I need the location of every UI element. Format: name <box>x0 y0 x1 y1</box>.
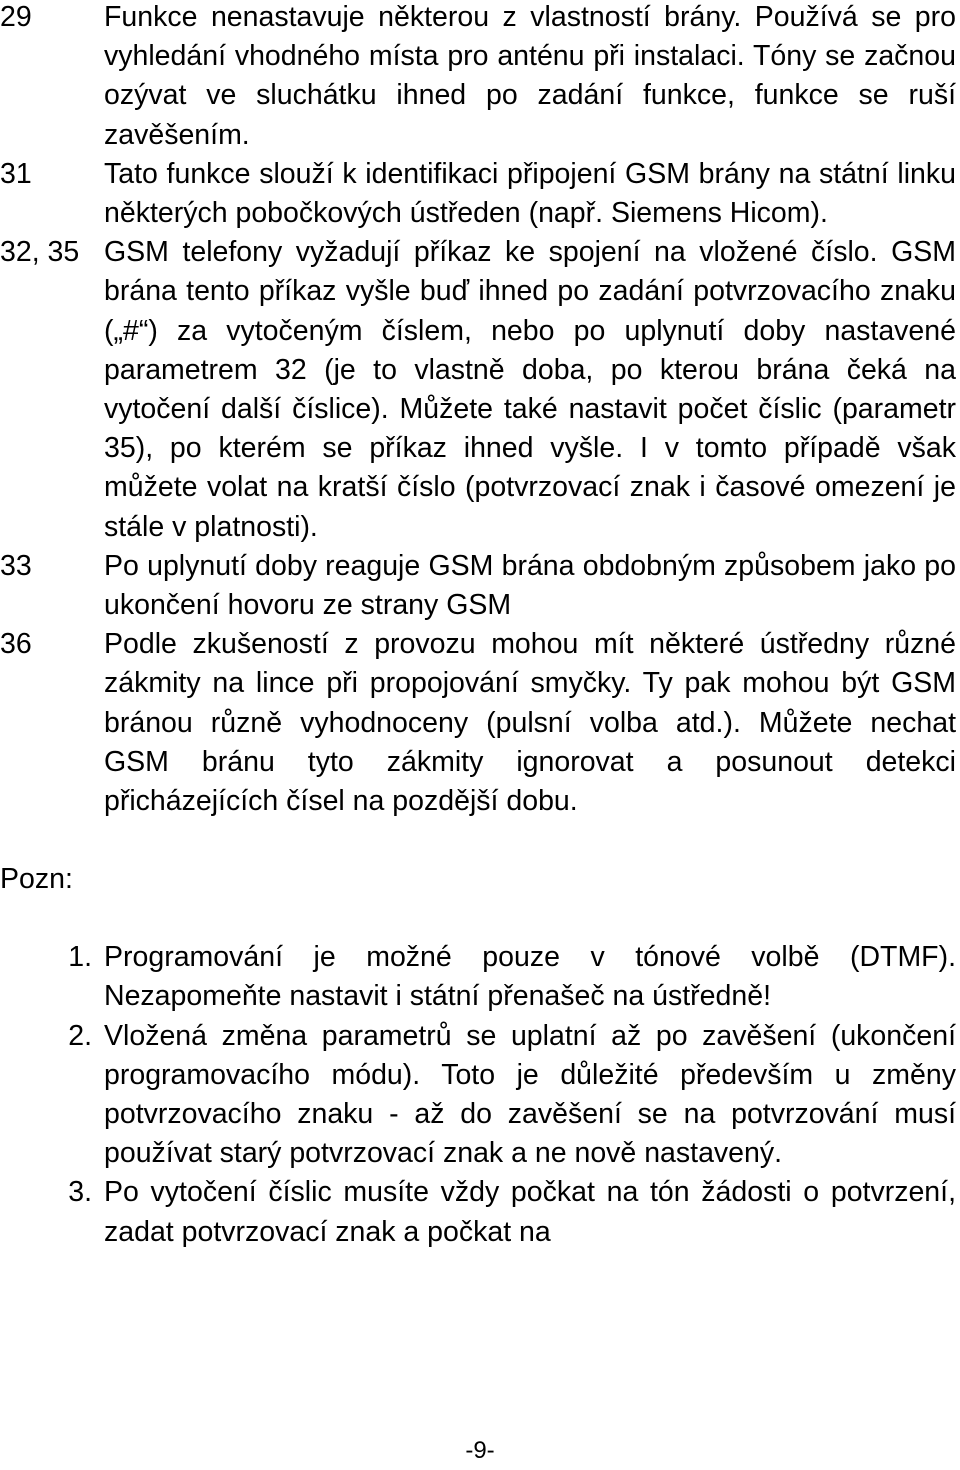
note-number: 3. <box>68 1176 92 1209</box>
parameter-entry-29 <box>0 0 960 155</box>
note-number: 1. <box>68 941 92 974</box>
parameter-number: 29 <box>0 1 32 33</box>
parameter-entry-36 <box>0 625 960 821</box>
parameter-entry-33 <box>0 547 960 625</box>
note-item-3 <box>0 1173 960 1251</box>
parameter-entry-31 <box>0 155 960 233</box>
parameter-description: GSM telefony vyžadují příkaz ke spojení na vložené číslo. GSM brána tento příkaz vyšle buď ihned po zadání potvrzovacího znaku („#“) za vytočeným číslem, nebo po uplynutí doby nastavené parametrem 32 (je to vlastně doba, po kterou brána čeká na vytočení další číslice). Můžete také nastavit počet číslic (parametr 35), po kterém se příkaz ihned vyšle. I v tomto případě však můžete volat na kratší číslo (potvrzovací znak i časové omezení je stále v platnosti). <box>104 236 956 543</box>
parameter-description: Tato funkce slouží k identifikaci připojení GSM brány na státní linku některých pobočkových ústředen (např. Siemens Hicom). <box>104 157 956 230</box>
parameter-entry-32-35 <box>0 233 960 547</box>
note-text: Po vytočení číslic musíte vždy počkat na tón žádosti o potvrzení, zadat potvrzovací znak a počkat na <box>104 1176 956 1248</box>
note-item-1 <box>0 938 960 1016</box>
note-text: Programování je možné pouze v tónové volbě (DTMF). Nezapomeňte nastavit i státní přenašeč na ústředně! <box>104 941 956 1013</box>
parameter-number: 36 <box>0 628 32 661</box>
parameter-description: Funkce nenastavuje některou z vlastností brány. Používá se pro vyhledání vhodného místa pro anténu při instalaci. Tóny se začnou ozývat ve sluchátku ihned po zadání funkce, funkce se ruší zavěšením. <box>104 1 956 151</box>
note-number: 2. <box>68 1019 92 1052</box>
parameter-number: 31 <box>0 157 32 190</box>
note-text: Vložená změna parametrů se uplatní až po zavěšení (ukončení programovacího módu). Toto je důležité především u změny potvrzovacího znaku - až do zavěšení se na potvrzování musí používat starý potvrzovací znak a ne nově nastavený. <box>104 1019 956 1170</box>
note-item-2 <box>0 1017 960 1174</box>
note-label: Pozn: <box>0 863 73 896</box>
parameter-number: 33 <box>0 549 32 582</box>
parameter-description: Podle zkušeností z provozu mohou mít některé ústředny různé zákmity na lince při propojování smyčky. Ty pak mohou být GSM bránou různě vyhodnoceny (pulsní volba atd.). Můžete nechat GSM bránu tyto zákmity ignorovat a posunout detekci přicházejících čísel na pozdější dobu. <box>104 628 956 818</box>
page-number: -9- <box>465 1437 495 1464</box>
parameter-description: Po uplynutí doby reaguje GSM brána obdobným způsobem jako po ukončení hovoru ze strany GSM <box>104 549 956 622</box>
parameter-number: 32, 35 <box>0 236 80 269</box>
